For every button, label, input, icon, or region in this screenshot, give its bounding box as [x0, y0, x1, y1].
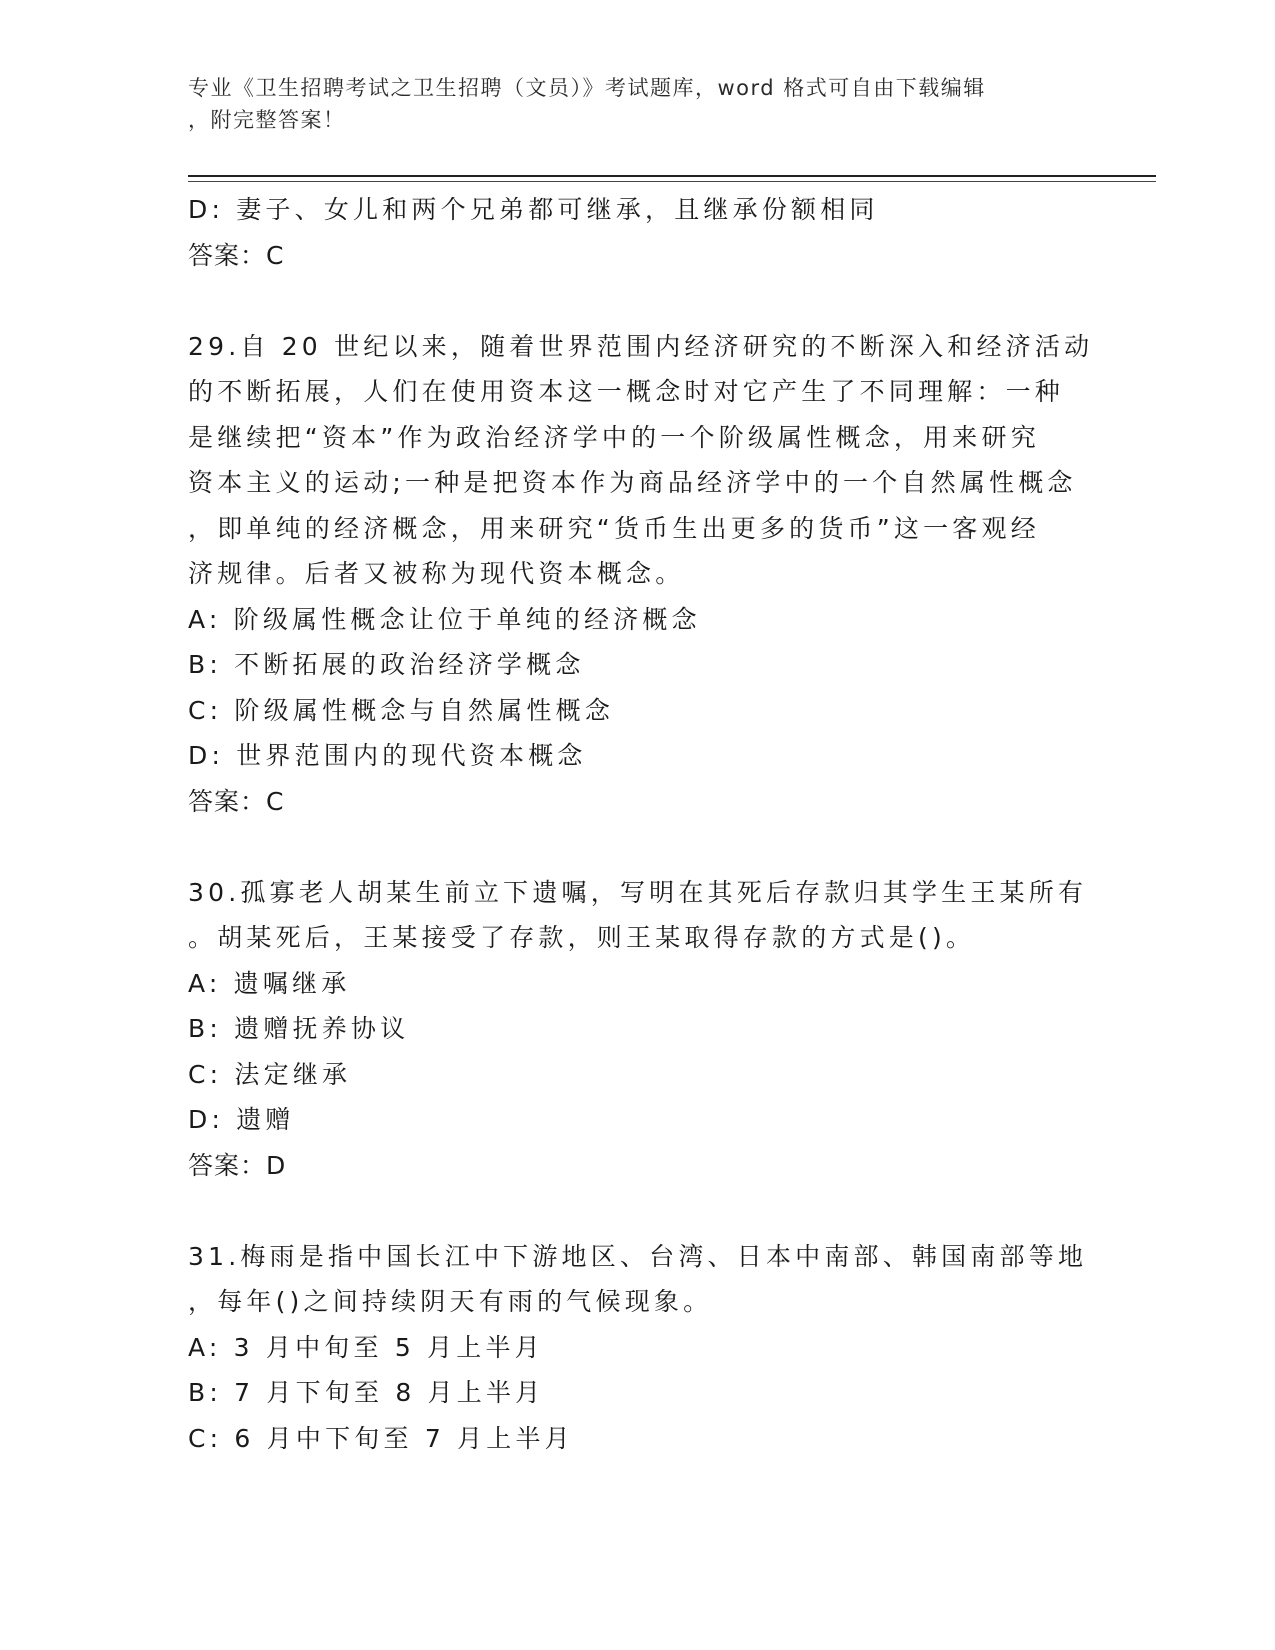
question-30 [188, 870, 1088, 1189]
option-b: B: 7 月下旬至 8 月上半月 [188, 1378, 545, 1407]
spacer [188, 278, 1088, 324]
question-text-line: 30.孤寡老人胡某生前立下遗嘱，写明在其死后存款归其学生王某所有 [188, 877, 1088, 907]
header-line-2: ，附完整答案！ [188, 108, 346, 132]
question-text-line: 的不断拓展，人们在使用资本这一概念时对它产生了不同理解：一种 [188, 377, 1065, 406]
option-a: A: 阶级属性概念让位于单纯的经济概念 [188, 604, 701, 634]
question-29 [188, 324, 1094, 825]
question-text-line: 。胡某死后，王某接受了存款，则王某取得存款的方式是()。 [188, 923, 976, 952]
answer-line: 答案：D [188, 1150, 287, 1180]
option-c: C: 法定继承 [188, 1059, 352, 1089]
question-text-line: 31.梅雨是指中国长江中下游地区、台湾、日本中南部、韩国南部等地 [188, 1241, 1088, 1271]
answer-line: 答案：C [188, 240, 285, 270]
header-line-1: 专业《卫生招聘考试之卫生招聘（文员）》考试题库，word 格式可自由下载编辑 [188, 76, 986, 100]
option-d: D: 世界范围内的现代资本概念 [188, 741, 587, 770]
option-b: B: 遗赠抚养协议 [188, 1014, 410, 1043]
option-a: A: 3 月中旬至 5 月上半月 [188, 1332, 544, 1362]
question-31 [188, 1234, 1088, 1462]
option-c: C: 6 月中下旬至 7 月上半月 [188, 1423, 574, 1453]
option-d: D: 遗赠 [188, 1105, 295, 1134]
prev-question-tail [188, 187, 1088, 278]
page-header [188, 72, 1068, 136]
question-text-line: 29.自 20 世纪以来，随着世界范围内经济研究的不断深入和经济活动 [188, 331, 1094, 361]
option-a: A: 遗嘱继承 [188, 968, 351, 998]
option-d: D: 妻子、女儿和两个兄弟都可继承，且继承份额相同 [188, 195, 879, 224]
question-text-line: ，每年()之间持续阴天有雨的气候现象。 [188, 1287, 713, 1316]
question-text-line: 资本主义的运动;一种是把资本作为商品经济学中的一个自然属性概念 [188, 468, 1077, 497]
header-rule-thin [188, 181, 1156, 182]
header-rule-thick [188, 175, 1156, 177]
spacer [188, 1188, 1088, 1234]
answer-line: 答案：C [188, 786, 285, 816]
question-text-line: ，即单纯的经济概念，用来研究“货币生出更多的货币”这一客观经 [188, 513, 1040, 543]
question-text-line: 是继续把“资本”作为政治经济学中的一个阶级属性概念，用来研究 [188, 422, 1040, 452]
document-body [188, 187, 1094, 1461]
question-text-line: 济规律。后者又被称为现代资本概念。 [188, 559, 685, 588]
option-c: C: 阶级属性概念与自然属性概念 [188, 695, 615, 725]
spacer [188, 824, 1088, 870]
option-b: B: 不断拓展的政治经济学概念 [188, 650, 585, 679]
